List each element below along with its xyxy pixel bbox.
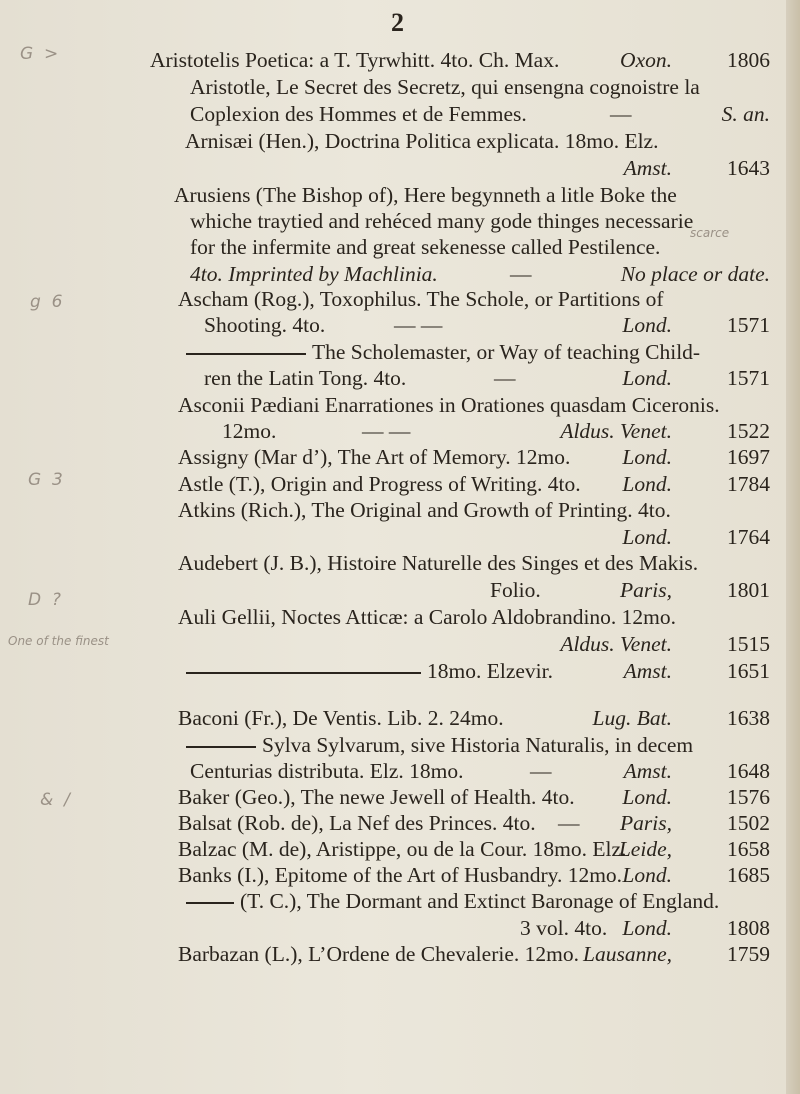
page-number: 2 xyxy=(391,8,404,37)
pencil-annotation: scarce xyxy=(690,226,730,240)
catalogue-entry: Aldus. Venet. 1515 xyxy=(560,632,770,656)
page-edge xyxy=(786,0,800,1094)
catalogue-entry: 4to. Imprinted by Machlinia. — No place or date. xyxy=(190,262,770,286)
catalogue-entry: Sylva Sylvarum, sive Historia Naturalis, in decem xyxy=(186,731,770,759)
catalogue-entry: Amst. 1643 xyxy=(623,156,770,180)
catalogue-entry: Arnisæi (Hen.), Doctrina Politica explicata. 18mo. Elz. xyxy=(185,129,659,153)
catalogue-entry: Aristotle, Le Secret des Secretz, qui ensengna cognoistre la xyxy=(190,75,700,99)
catalogue-entry: Audebert (J. B.), Histoire Naturelle des Singes et des Makis. xyxy=(178,551,699,575)
pencil-annotation: One of the finest xyxy=(8,634,109,648)
catalogue-entry: 12mo. — — Aldus. Venet. 1522 xyxy=(222,419,770,443)
catalogue-entry: whiche traytied and rehéced many gode thinges necessarie xyxy=(190,209,694,233)
catalogue-entry: Folio. Paris, 1801 xyxy=(490,578,770,602)
catalogue-entry: Barbazan (L.), L’Ordene de Chevalerie. 12mo. Lausanne, 1759 xyxy=(178,942,770,966)
catalogue-entry: Assigny (Mar d’), The Art of Memory. 12mo. Lond. 1697 xyxy=(178,445,770,469)
catalogue-entry: 18mo. Elzevir. Amst. 1651 xyxy=(186,657,770,685)
catalogue-entry: 3 vol. 4to. Lond. 1808 xyxy=(520,916,770,940)
catalogue-entry: Auli Gellii, Noctes Atticæ: a Carolo Aldobrandino. 12mo. xyxy=(178,605,677,629)
catalogue-entry: ren the Latin Tong. 4to. — Lond. 1571 xyxy=(204,366,770,390)
catalogue-entry: Baker (Geo.), The newe Jewell of Health. 4to. Lond. 1576 xyxy=(178,785,770,809)
catalogue-entry: Banks (I.), Epitome of the Art of Husbandry. 12mo. Lond. 1685 xyxy=(178,863,770,887)
catalogue-entry: Balsat (Rob. de), La Nef des Princes. 4to. — Paris, 1502 xyxy=(178,811,770,835)
catalogue-entry: Baconi (Fr.), De Ventis. Lib. 2. 24mo. Lug. Bat. 1638 xyxy=(178,706,770,730)
pencil-mark: G > xyxy=(20,44,59,64)
catalogue-entry: for the infermite and great sekenesse called Pestilence. xyxy=(190,235,661,259)
catalogue-entry: Coplexion des Hommes et de Femmes. — S. an. xyxy=(190,102,770,126)
catalogue-entry: Shooting. 4to. — — Lond. 1571 xyxy=(204,313,770,337)
pencil-mark: D ? xyxy=(28,590,61,610)
catalogue-entry: Asconii Pædiani Enarrationes in Orationes quasdam Ciceronis. xyxy=(178,393,720,417)
catalogue-entry: Balzac (M. de), Aristippe, ou de la Cour. 18mo. Elz. Leide, 1658 xyxy=(178,837,770,861)
catalogue-entry: (T. C.), The Dormant and Extinct Baronage of England. xyxy=(186,887,770,915)
catalogue-entry: Centurias distributa. Elz. 18mo. — Amst. 1648 xyxy=(190,759,770,783)
catalogue-entry: Lond. 1764 xyxy=(622,525,770,549)
catalogue-entry: Arusiens (The Bishop of), Here begynneth a litle Boke the xyxy=(174,183,677,207)
catalogue-entry: The Scholemaster, or Way of teaching Child- xyxy=(186,338,770,366)
catalogue-entry: Aristotelis Poetica: a T. Tyrwhitt. 4to. Ch. Max. Oxon. 1806 xyxy=(150,48,770,72)
catalogue-entry: Ascham (Rog.), Toxophilus. The Schole, or Partitions of xyxy=(178,287,664,311)
pencil-mark: g 6 xyxy=(30,292,63,312)
pencil-mark: & / xyxy=(40,790,70,810)
pencil-mark: G 3 xyxy=(28,470,63,490)
catalogue-entry: Astle (T.), Origin and Progress of Writing. 4to. Lond. 1784 xyxy=(178,472,770,496)
catalogue-entry: Atkins (Rich.), The Original and Growth of Printing. 4to. xyxy=(178,498,671,522)
